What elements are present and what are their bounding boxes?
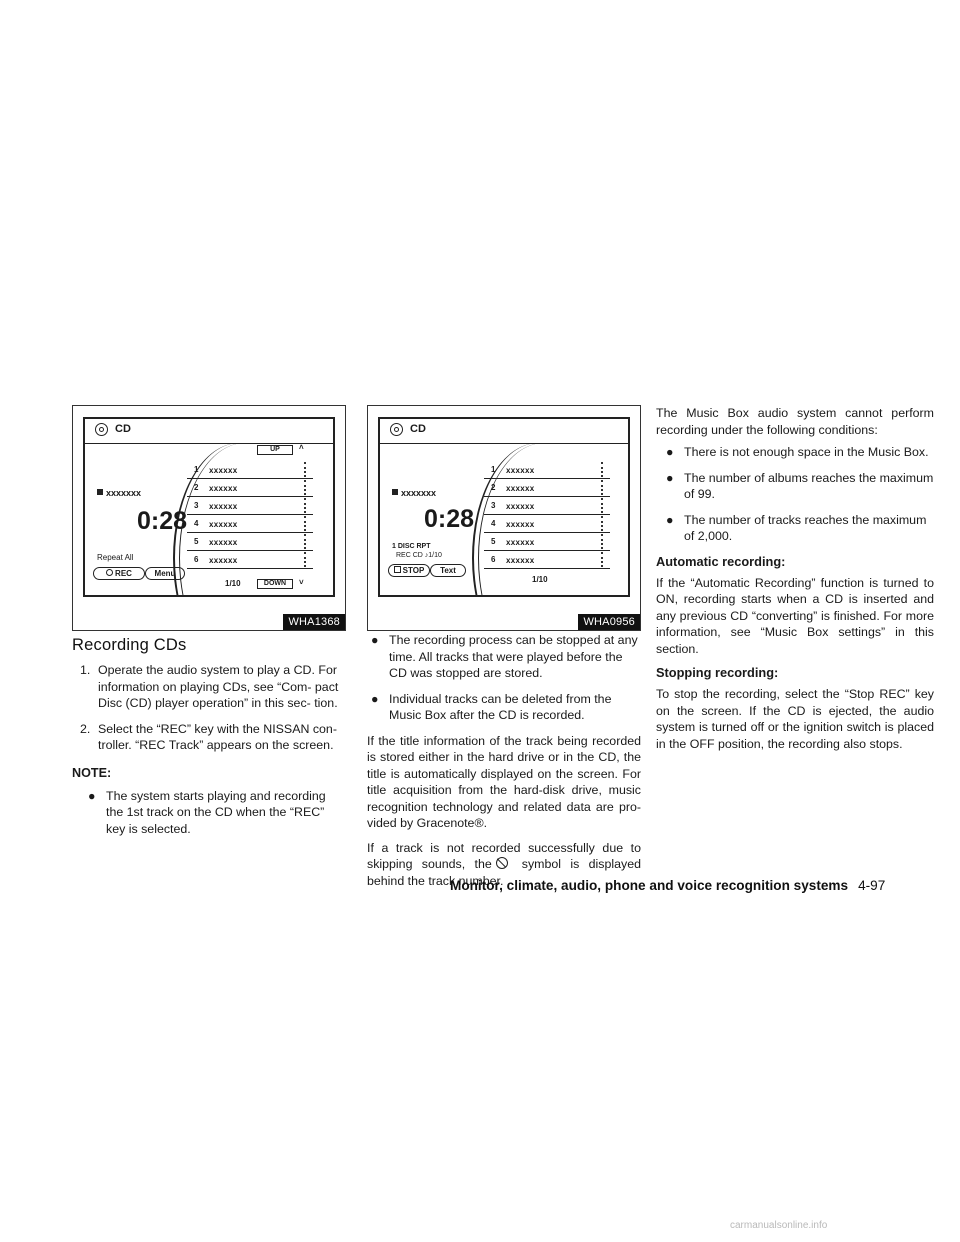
screen-header <box>380 419 628 444</box>
chevron-down-icon: ˅ <box>299 578 304 587</box>
column-2 <box>367 405 641 631</box>
screen-title: CD <box>410 423 426 435</box>
disc-icon <box>95 423 108 436</box>
bullet-item: ● Individual tracks can be deleted from the Music Box after the CD is recorded. <box>371 691 612 722</box>
down-button[interactable]: DOWN <box>257 579 293 589</box>
bullet-item: ● The system starts playing and recording the 1st track on the CD when the “REC” key is selected. <box>88 788 326 836</box>
disc-repeat-status: 1 DISC RPT <box>392 543 431 550</box>
disc-icon <box>390 423 403 436</box>
skip-paragraph: If a track is not recorded successfully due to skipping sounds, the symbol is displayed behind the track number. <box>367 840 641 888</box>
track-row[interactable]: 6 xxxxxx <box>187 551 313 569</box>
track-row[interactable]: 3 xxxxxx <box>187 497 313 515</box>
column-3 <box>656 405 934 752</box>
bullet-item: ● There is not enough space in the Music Box. <box>666 445 929 459</box>
column-1 <box>72 405 346 631</box>
stopping-recording-text: To stop the recording, select the “Stop REC” key on the screen. If the CD is ejected, the audio system is turned off or the ignition switch is placed in the OFF position, the recording also stops. <box>656 687 934 751</box>
track-row[interactable]: 3 xxxxxx <box>484 497 610 515</box>
album-name: xxxxxxx <box>392 488 436 498</box>
cannot-record-paragraph: The Music Box audio system cannot perform recording under the following conditions: <box>656 406 934 437</box>
figure-stop-screen <box>367 405 641 631</box>
no-record-icon <box>496 857 508 869</box>
figure-id: WHA1368 <box>283 614 345 630</box>
text-button[interactable]: Text <box>430 564 466 577</box>
track-row[interactable]: 2 xxxxxx <box>187 479 313 497</box>
track-row[interactable]: 4 xxxxxx <box>484 515 610 533</box>
rec-progress: REC CD ♪1/10 <box>396 552 442 559</box>
repeat-mode: Repeat All <box>97 553 134 562</box>
track-row[interactable]: 4 xxxxxx <box>187 515 313 533</box>
cd-screen <box>378 417 630 597</box>
page-number: 4-97 <box>858 878 886 893</box>
page-indicator: 1/10 <box>532 575 548 584</box>
stop-button[interactable]: STOP <box>388 564 430 577</box>
track-row[interactable]: 5 xxxxxx <box>484 533 610 551</box>
automatic-recording-heading: Automatic recording: <box>656 553 786 569</box>
page-indicator: 1/10 <box>225 579 241 588</box>
automatic-recording-text: If the “Automatic Recording” function is turned to ON, recording starts when a CD is inserted and any previous CD “converting” is finished. For more information, see “Music Box settings” in this section. <box>656 575 934 656</box>
bullet-item: ● The recording process can be stopped at any time. All tracks that were played before the CD was stopped are stored. <box>371 633 638 680</box>
title-info-paragraph: If the title information of the track being recorded is stored either in the hard drive or in the CD, the title is automatically displayed on the screen. For title acquisition from the hard-disk drive, music recognition technology and related data are pro- vided by Gracenote®. <box>367 733 641 830</box>
section-title: Recording CDs <box>72 636 187 654</box>
watermark: carmanualsonline.info <box>730 1220 828 1231</box>
track-row[interactable]: 5 xxxxxx <box>187 533 313 551</box>
track-row[interactable]: 1 xxxxxx <box>484 461 610 479</box>
album-name: xxxxxxx <box>97 488 141 498</box>
figure-id: WHA0956 <box>578 614 640 630</box>
track-row[interactable]: 1 xxxxxx <box>187 461 313 479</box>
bullet-item: ● The number of albums reaches the maximum of 99. <box>666 470 934 501</box>
screen-header <box>85 419 333 444</box>
up-button[interactable]: UP <box>257 445 293 455</box>
column-2-text <box>367 632 641 889</box>
rec-button[interactable]: REC <box>93 567 145 580</box>
track-row[interactable]: 6 xxxxxx <box>484 551 610 569</box>
menu-button[interactable]: Menu <box>145 567 185 580</box>
step-1: 1. Operate the audio system to play a CD. For information on playing CDs, see “Com- pact Disc (CD) player operation” in this sec- tion. <box>80 663 339 710</box>
track-row[interactable]: 2 xxxxxx <box>484 479 610 497</box>
step-2: 2. Select the “REC” key with the NISSAN con- troller. “REC Track” appears on the screen. <box>80 721 337 752</box>
column-1-text <box>72 662 346 846</box>
bullet-item: ● The number of tracks reaches the maximum of 2,000. <box>666 512 927 543</box>
note-label: NOTE: <box>72 765 112 780</box>
screen-title: CD <box>115 423 131 435</box>
page-footer <box>450 878 885 893</box>
stopping-recording-heading: Stopping recording: <box>656 665 779 680</box>
playback-time: 0:28 <box>424 505 475 533</box>
cd-screen <box>83 417 335 597</box>
chevron-up-icon: ˄ <box>299 443 304 452</box>
footer-title: Monitor, climate, audio, phone and voice recognition systems <box>450 878 849 893</box>
figure-rec-screen <box>72 405 346 631</box>
playback-time: 0:28 <box>137 507 188 535</box>
